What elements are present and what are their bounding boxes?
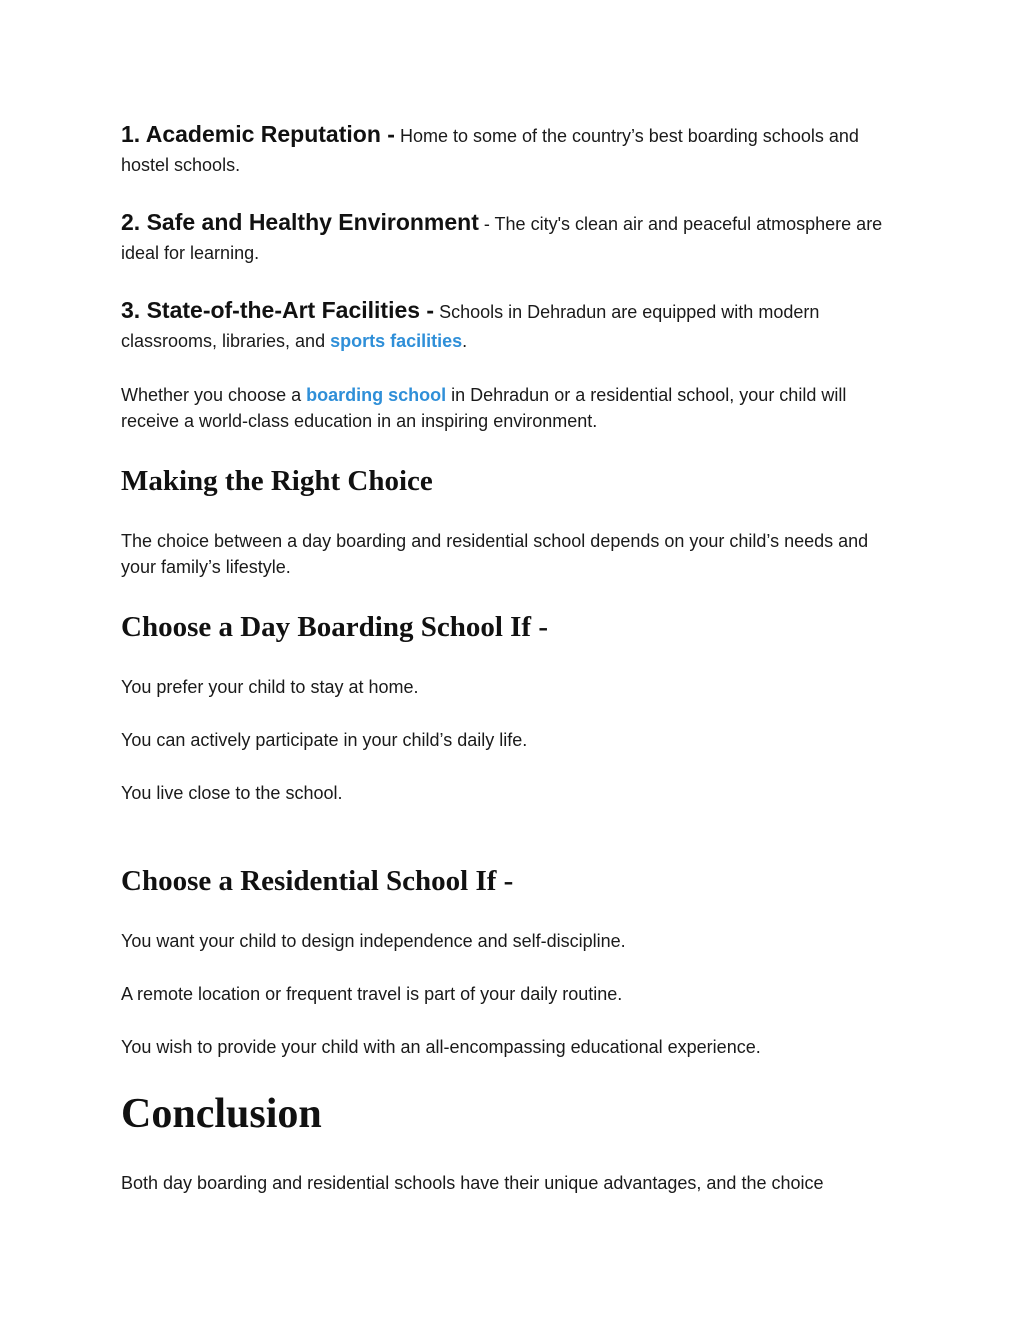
- reason-title: 2. Safe and Healthy Environment: [121, 209, 479, 235]
- day-boarding-point: You live close to the school.: [121, 783, 343, 803]
- summary-paragraph: [121, 382, 901, 434]
- reason-safe-environment: [121, 208, 901, 268]
- reason-facilities: [121, 296, 901, 356]
- reason-title: 3. State-of-the-Art Facilities -: [121, 297, 435, 323]
- sports-facilities-link[interactable]: sports facilities: [330, 331, 463, 351]
- heading-right-choice: Making the Right Choice: [121, 465, 433, 497]
- boarding-school-link[interactable]: boarding school: [306, 385, 447, 405]
- reason-text: - The city's clean air and peaceful atmosphere are ideal for learning.: [121, 214, 883, 263]
- heading-conclusion: Conclusion: [121, 1091, 322, 1137]
- residential-point: A remote location or frequent travel is part of your daily routine.: [121, 984, 623, 1004]
- residential-point: You want your child to design independence and self-discipline.: [121, 931, 626, 951]
- reason-text: Schools in Dehradun are equipped with modern classrooms, libraries, and: [121, 302, 820, 351]
- heading-day-boarding: Choose a Day Boarding School If -: [121, 611, 548, 643]
- reason-academic-reputation: [121, 120, 901, 180]
- summary-text-end: in Dehradun or a residential school, your child will receive a world-class education in an inspiring environment.: [121, 385, 847, 431]
- heading-residential: Choose a Residential School If -: [121, 865, 514, 897]
- day-boarding-point: You prefer your child to stay at home.: [121, 677, 419, 697]
- summary-text-start: Whether you choose a: [121, 385, 307, 405]
- residential-point: You wish to provide your child with an all-encompassing educational experience.: [121, 1037, 761, 1057]
- reason-title: 1. Academic Reputation -: [121, 121, 395, 147]
- right-choice-paragraph: The choice between a day boarding and residential school depends on your child’s needs and your family’s lifestyle.: [121, 531, 869, 577]
- conclusion-paragraph: Both day boarding and residential schools have their unique advantages, and the choice: [121, 1173, 824, 1193]
- reason-text: Home to some of the country’s best boarding schools and hostel schools.: [121, 126, 859, 175]
- day-boarding-point: You can actively participate in your child’s daily life.: [121, 730, 528, 750]
- reason-text-end: .: [462, 331, 468, 351]
